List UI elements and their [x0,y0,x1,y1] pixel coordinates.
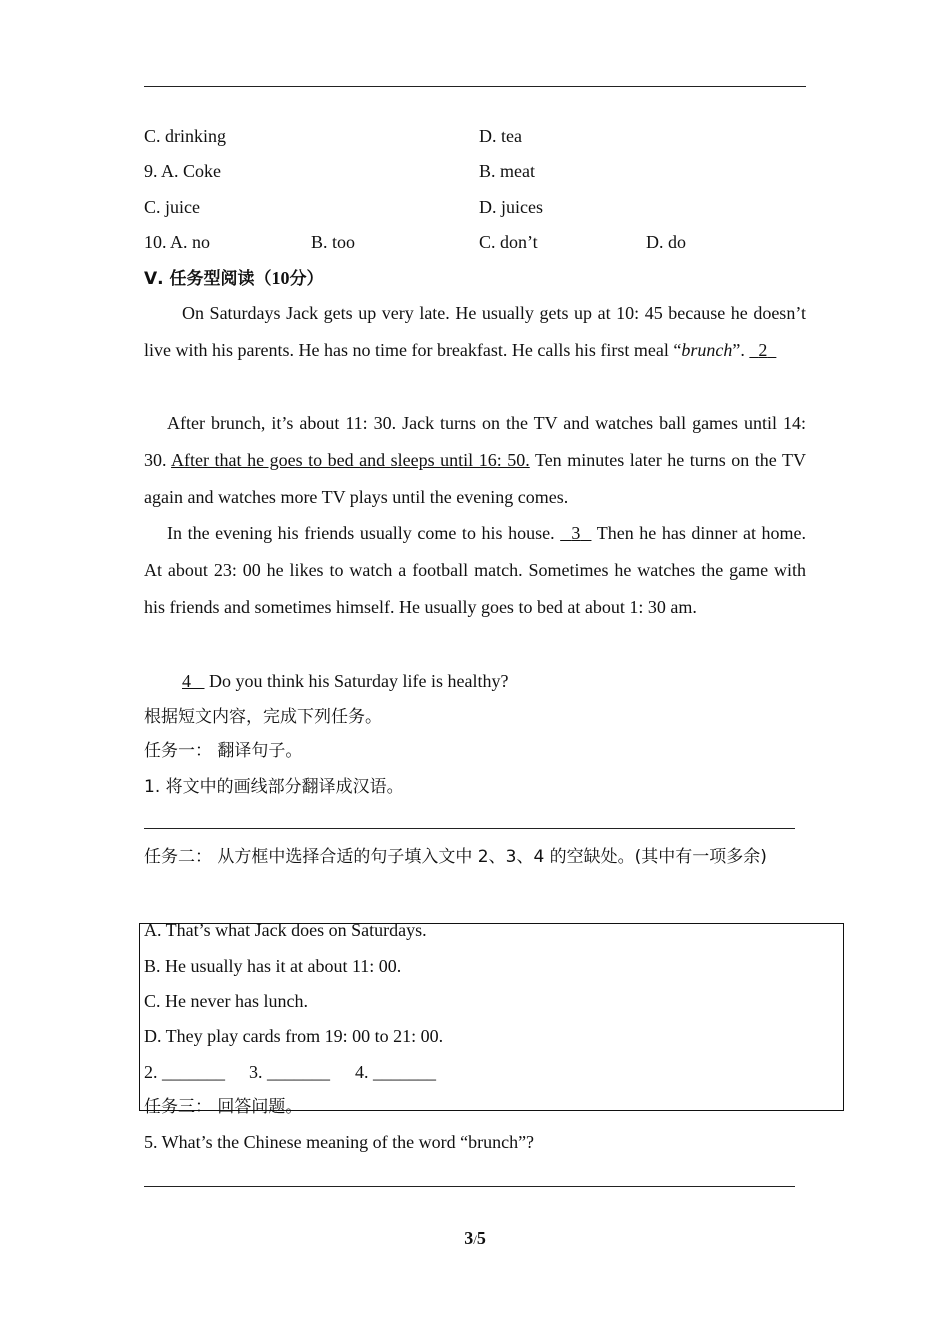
task-2-heading: 任务二： 从方框中选择合适的句子填入文中 2、3、4 的空缺处。(其中有一项多余) [144,847,767,867]
underlined-sentence: After that he goes to bed and sleeps until 16: 50. [171,450,530,470]
option-8c: C. drinking [144,126,227,146]
option-10d: D. do [646,232,686,252]
answer-line-1[interactable] [144,828,795,829]
passage-p1-text: On Saturdays Jack gets up very late. He usually gets up at 10: 45 because he doesn’t live with his parents. He has no time for breakfast. He calls his first meal “ [144,303,806,360]
answer-slot-2[interactable]: 2. _______ [144,1062,225,1082]
passage-p2-end: Ten minutes later he turns on the TV again and watches more TV plays until the evening comes. [144,450,806,507]
page-current: 3 [464,1228,474,1248]
option-8d: D. tea [479,126,522,146]
box-option-d: D. They play cards from 19: 00 to 21: 00. [144,1026,444,1046]
passage-paragraph-3 [144,515,806,626]
box-option-a: A. That’s what Jack does on Saturdays. [144,920,427,940]
task-3-question: 5. What’s the Chinese meaning of the word “brunch”? [144,1132,535,1152]
option-9d: D. juices [479,197,543,217]
instruction-intro: 根据短文内容，完成下列任务。 [144,707,382,727]
task-3-heading: 任务三： 回答问题。 [144,1097,303,1117]
section-heading [144,267,324,290]
page-separator: / [473,1232,477,1247]
answer-slot-3[interactable]: 3. _______ [249,1062,330,1082]
blank-3: 3 [571,523,581,543]
task-1-heading: 任务一： 翻译句子。 [144,741,303,761]
section-title-end: 分） [289,269,324,289]
option-box [139,923,844,1111]
option-10c: C. don’t [479,232,538,252]
page-total: 5 [476,1228,486,1248]
passage-p3-end: Then he has dinner at home. At about 23: 00 he likes to watch a football match. Sometimes he watches the game with his friends and sometimes himself. He usually goes to bed at about 1: 30 am. [144,523,807,617]
passage-p4-text: Do you think his Saturday life is healthy? [204,671,509,691]
section-title: Ⅴ. 任务型阅读（ [144,269,272,289]
option-9a: 9. A. Coke [144,161,222,181]
passage-p3-text: In the evening his friends usually come to his house. [167,523,561,543]
option-10a: 10. A. no [144,232,211,252]
answer-slot-4[interactable]: 4. _______ [355,1062,436,1082]
task-1-question: 1. 将文中的画线部分翻译成汉语。 [144,777,404,797]
passage-p1-end: ”. [732,340,750,360]
answer-line-5[interactable] [144,1186,795,1187]
box-option-b: B. He usually has it at about 11: 00. [144,956,402,976]
blank-2: 2 [758,340,768,360]
passage-paragraph-1 [144,295,806,369]
section-score: 10 [271,268,290,288]
option-9b: B. meat [479,161,535,181]
top-rule [144,86,806,87]
box-option-c: C. He never has lunch. [144,991,308,1011]
page-number [0,1228,950,1249]
passage-paragraph-2 [144,405,806,516]
option-10b: B. too [311,232,356,252]
option-9c: C. juice [144,197,200,217]
blank-4: 4 [182,671,191,691]
brunch-word: brunch [681,340,733,360]
passage-p2-text: After brunch, it’s about 11: 30. Jack turns on the TV and watches ball games until 14: 30. [144,413,806,470]
passage-paragraph-4 [182,670,508,692]
